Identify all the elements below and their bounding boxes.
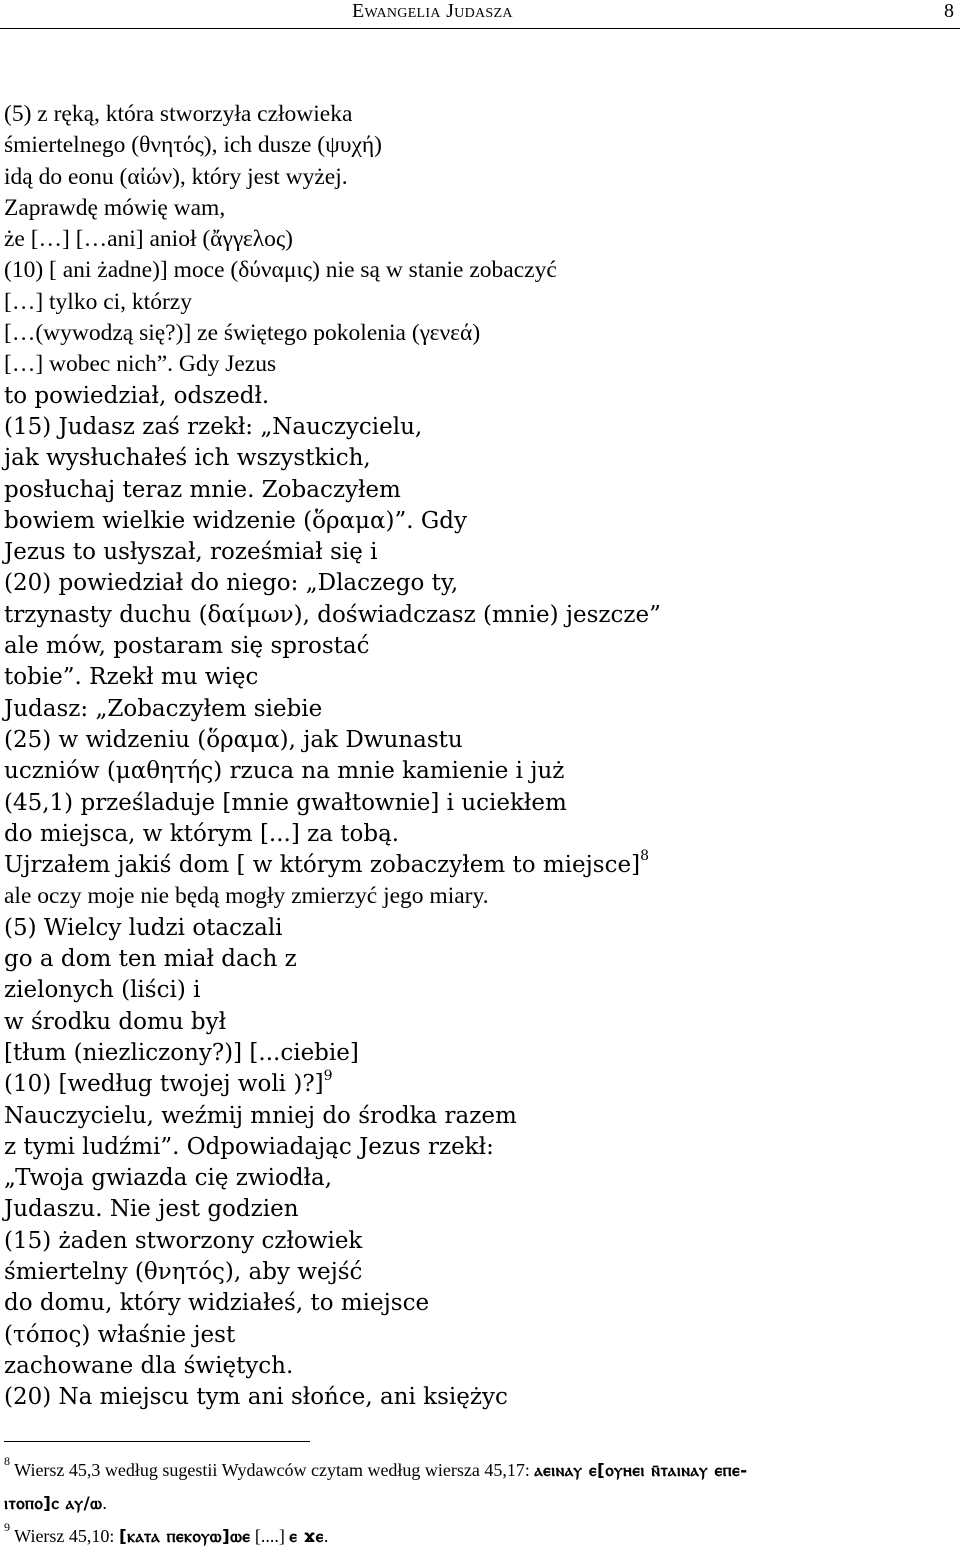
text-line-content: (20) Na miejscu tym ani słońce, ani księżyc: [4, 1384, 508, 1411]
text-line: [4, 1069, 954, 1100]
header-title: Ewangelia Judasza: [352, 0, 513, 22]
footnote-text: Wiersz 45,10:: [10, 1526, 119, 1546]
main-text: [4, 99, 954, 1413]
text-line-content: (τόπος) właśnie jest: [4, 1321, 236, 1348]
text-line: [4, 725, 954, 756]
text-line: [4, 381, 954, 412]
text-line: [4, 944, 954, 975]
text-line: [4, 1382, 954, 1413]
text-line-content: (25) w widzeniu (ὅραμα), jak Dwunastu: [4, 726, 463, 753]
text-line: [4, 506, 954, 537]
text-line-content: ale oczy moje nie będą mogły zmierzyć jego miary.: [4, 883, 489, 910]
footnote-9: [4, 1520, 954, 1553]
text-line-content: (5) z ręką, która stworzyła człowieka: [4, 101, 353, 127]
text-line-content: (10) [według twojej woli )?]: [4, 1071, 324, 1098]
text-line-content: Nauczycielu, weźmij mniej do środka razem: [4, 1102, 517, 1129]
text-line-content: do miejsca, w którym [...] za tobą.: [4, 820, 400, 847]
text-line-content: idą do eonu (αἰών), który jest wyżej.: [4, 163, 348, 190]
text-line-content: Judaszu. Nie jest godzien: [4, 1196, 299, 1223]
text-line: [4, 537, 954, 568]
text-line: [4, 662, 954, 693]
text-line-content: (20) powiedział do niego: „Dlaczego ty,: [4, 570, 459, 597]
footnote-reference: 9: [323, 1067, 333, 1084]
text-line-content: [tłum (niezliczony?)] [...ciebie]: [4, 1039, 359, 1066]
text-line: [4, 975, 954, 1006]
text-line: [4, 349, 954, 380]
footnote-8: [4, 1454, 954, 1487]
text-line: [4, 600, 954, 631]
text-line-content: […] tylko ci, którzy: [4, 288, 192, 315]
text-line: [4, 193, 954, 224]
text-line: [4, 412, 954, 443]
footnote-mark: 8: [4, 1454, 10, 1468]
text-line-content: jak wysłuchałeś ich wszystkich,: [4, 445, 371, 472]
text-line: [4, 443, 954, 474]
text-line: [4, 1288, 954, 1319]
text-line: [4, 475, 954, 506]
text-line: [4, 1351, 954, 1382]
text-line: [4, 318, 954, 349]
footnote-8-continued: [4, 1487, 954, 1520]
text-line-content: Jezus to usłyszał, roześmiał się i: [4, 539, 378, 566]
text-line-content: Judasz: „Zobaczyłem siebie: [4, 695, 323, 722]
text-line-content: bowiem wielkie widzenie (ὅραμα)”. Gdy: [4, 507, 467, 534]
text-line: [4, 1101, 954, 1132]
text-line: [4, 99, 954, 130]
text-line: [4, 913, 954, 944]
footnote-mark: 9: [4, 1520, 10, 1534]
text-line: [4, 1194, 954, 1225]
text-line: [4, 694, 954, 725]
text-line-content: go a dom ten miał dach z: [4, 946, 297, 973]
text-line: [4, 162, 954, 193]
text-line-content: zachowane dla świętych.: [4, 1352, 294, 1379]
text-line: [4, 1007, 954, 1038]
footnote-divider: [4, 1441, 310, 1442]
text-line: [4, 788, 954, 819]
text-line: [4, 568, 954, 599]
text-line-content: (5) Wielcy ludzi otaczali: [4, 914, 283, 941]
text-line-content: śmiertelny (θνητός), aby wejść: [4, 1258, 363, 1285]
text-line: [4, 881, 954, 912]
text-line: [4, 819, 954, 850]
page-number: 8: [944, 0, 954, 22]
text-line-content: (10) [ ani żadne)] moce (δύναμις) nie są w stanie zobaczyć: [4, 257, 557, 284]
footnotes: [4, 1454, 954, 1553]
text-line-content: […(wywodzą się?)] ze świętego pokolenia (γενεά): [4, 320, 481, 347]
text-line-content: trzynasty duchu (δαίμων), doświadczasz (mnie) jeszcze”: [4, 601, 661, 628]
text-line: [4, 850, 954, 881]
coptic-text: [ⲕⲁⲧⲁ ⲡⲉⲕⲟⲩⲱ]ⲱⲉ: [118, 1527, 251, 1547]
text-line-content: uczniów (μαθητής) rzuca na mnie kamienie i już: [4, 758, 565, 785]
text-line-content: Ujrzałem jakiś dom [ w którym zobaczyłem to miejsce]: [4, 852, 641, 879]
text-line: [4, 130, 954, 161]
text-line: [4, 287, 954, 318]
text-line-content: w środku domu był: [4, 1008, 227, 1035]
text-line: [4, 1320, 954, 1351]
running-header: [0, 0, 960, 29]
footnote-reference: 8: [640, 848, 649, 865]
text-line-content: posłuchaj teraz mnie. Zobaczyłem: [4, 476, 401, 503]
coptic-text: ⲁⲉⲓⲛⲁⲩ ⲉ[ⲟⲩⲏⲉⲓ ⲛ̄ⲧⲁⲓⲛⲁⲩ ⲉⲡⲉ-: [534, 1461, 748, 1481]
text-line: [4, 756, 954, 787]
text-line: [4, 1257, 954, 1288]
text-line: [4, 224, 954, 255]
text-line-content: do domu, który widziałeś, to miejsce: [4, 1290, 430, 1317]
text-line-content: (45,1) prześladuje [mnie gwałtownie] i uciekłem: [4, 789, 567, 816]
text-line-content: (15) żaden stworzony człowiek: [4, 1227, 363, 1254]
text-line-content: to powiedział, odszedł.: [4, 382, 270, 409]
text-line: [4, 1163, 954, 1194]
text-line: [4, 1038, 954, 1069]
text-line-content: […] wobec nich”. Gdy Jezus: [4, 351, 277, 378]
text-line-content: ale mów, postaram się sprostać: [4, 633, 370, 660]
text-line: [4, 255, 954, 286]
text-line: [4, 1226, 954, 1257]
footnote-text: [....]: [250, 1526, 290, 1546]
text-line-content: Zaprawdę mówię wam,: [4, 194, 226, 221]
text-line: [4, 631, 954, 662]
text-line-content: (15) Judasz zaś rzekł: „Nauczycielu,: [4, 413, 423, 440]
text-line-content: z tymi ludźmi”. Odpowiadając Jezus rzekł:: [4, 1133, 494, 1160]
text-line-content: śmiertelnego (θνητός), ich dusze (ψυχή): [4, 132, 383, 159]
coptic-text: ⲉ ϫⲉ: [289, 1527, 324, 1547]
text-line-content: że […] […ani] anioł (ἄγγελος): [4, 226, 294, 253]
text-line: [4, 1132, 954, 1163]
footnote-text: Wiersz 45,3 według sugestii Wydawców czytam według wiersza 45,17:: [10, 1460, 535, 1480]
footnote-text: .: [323, 1526, 329, 1546]
footnote-text: .: [102, 1493, 107, 1513]
text-line-content: tobie”. Rzekł mu więc: [4, 664, 259, 691]
text-line-content: „Twoja gwiazda cię zwiodła,: [4, 1165, 333, 1192]
coptic-text: ⲓⲧⲟⲡⲟ]ⲥ ⲁⲩ/ⲱ: [4, 1494, 103, 1514]
text-line-content: zielonych (liści) i: [4, 977, 201, 1004]
